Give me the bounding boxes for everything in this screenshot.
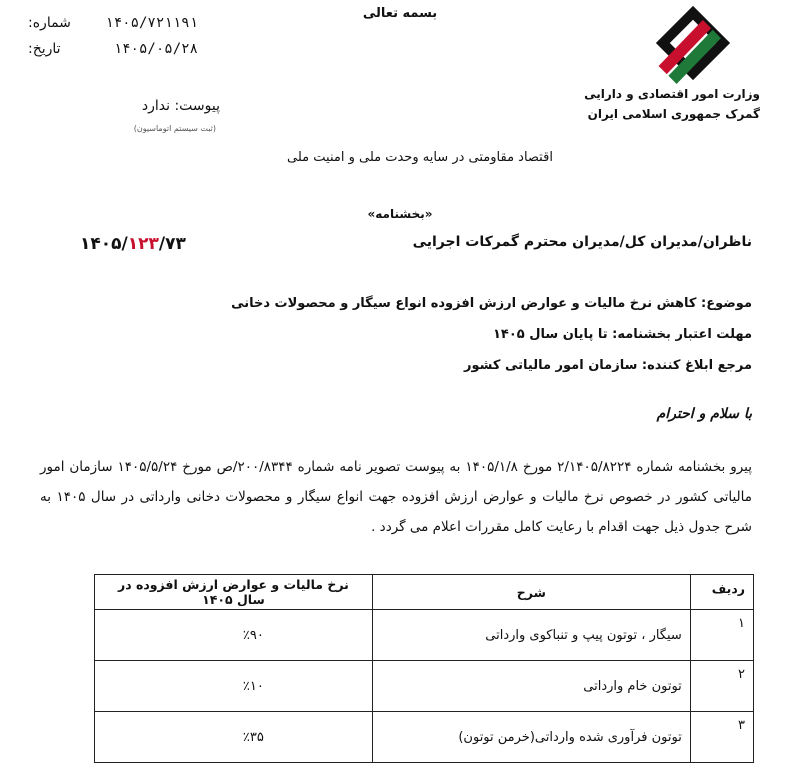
row-description: سیگار ، توتون پیپ و تنباکوی وارداتی	[372, 610, 690, 661]
circular-number-year: ۱۴۰۵/	[80, 234, 128, 254]
attachment-line: پیوست: ندارد	[141, 98, 220, 114]
circular-number-suffix: /۷۳	[158, 234, 186, 254]
table-row	[95, 712, 754, 763]
date-value: ۱۴۰۵/۰۵/۲۸	[113, 41, 198, 57]
validity-line: مهلت اعتبار بخشنامه: تا پایان سال ۱۴۰۵	[492, 327, 752, 342]
row-rate: ٪۱۰	[242, 678, 264, 694]
row-number: ۲	[690, 661, 753, 712]
subject-line: موضوع: کاهش نرخ مالیات و عوارض ارزش افزوده انواع سیگار و محصولات دخانی	[231, 296, 752, 311]
header-description: شرح	[372, 575, 690, 610]
authority-line: مرجع ابلاغ کننده: سازمان امور مالیاتی کشور	[464, 358, 752, 373]
body-paragraph: پیرو بخشنامه شماره ۲/۱۴۰۵/۸۲۲۴ مورخ ۱۴۰۵/۱/۸ به پیوست تصویر نامه شماره ۲۰۰/۸۳۴۴/ص مورخ ۱۴۰۵/۵/۲۴ سازمان امور مالیاتی کشور در خصوص نرخ مالیات و عوارض ارزش افزوده جهت انواع سیگار و محصولات دخانی وارداتی در سال ۱۴۰۵ به شرح جدول ذیل جهت اقدام با رعایت کامل مقررات اعلام می گردد .	[40, 459, 752, 535]
table-row	[95, 610, 754, 661]
rate-table	[94, 574, 754, 763]
number-label: شماره:	[28, 15, 71, 31]
number-value: ۱۴۰۵/۷۲۱۱۹۱	[105, 15, 198, 31]
row-rate-cell	[95, 661, 373, 712]
number-line	[28, 10, 198, 36]
row-number: ۳	[690, 712, 753, 763]
customs-name: گمرک جمهوری اسلامی ایران	[587, 107, 760, 121]
header-row-number: ردیف	[690, 575, 753, 610]
slogan: اقتصاد مقاومتی در سایه وحدت ملی و امنیت ملی	[287, 150, 553, 165]
bismillah: بسمه تعالی	[362, 6, 438, 21]
date-label: تاریخ:	[28, 41, 61, 57]
document-type: «بخشنامه»	[367, 207, 433, 221]
table-header-row	[95, 575, 754, 610]
circular-number	[80, 234, 220, 254]
row-description: توتون خام وارداتی	[372, 661, 690, 712]
row-description: توتون فرآوری شده وارداتی(خرمن توتون)	[372, 712, 690, 763]
ministry-block	[560, 84, 760, 124]
letter-meta	[28, 10, 198, 62]
row-rate-cell	[95, 712, 373, 763]
customs-emblem-icon	[652, 2, 734, 84]
date-line	[28, 36, 198, 62]
ministry-name: وزارت امور اقتصادی و دارایی	[584, 87, 760, 101]
attachment-note: (ثبت سیستم اتوماسیون)	[133, 124, 216, 133]
row-rate-cell	[95, 610, 373, 661]
circular-number-serial: ۱۲۳	[127, 234, 159, 254]
row-rate: ٪۳۵	[242, 729, 264, 745]
table-row	[95, 661, 754, 712]
greeting: با سلام و احترام	[656, 406, 752, 422]
header-rate: نرخ مالیات و عوارض ارزش افزوده در سال ۱۴۰۵	[95, 575, 373, 610]
row-number: ۱	[690, 610, 753, 661]
row-rate: ٪۹۰	[242, 627, 264, 643]
addressee: ناظران/مدیران کل/مدیران محترم گمرکات اجرایی	[412, 234, 752, 250]
